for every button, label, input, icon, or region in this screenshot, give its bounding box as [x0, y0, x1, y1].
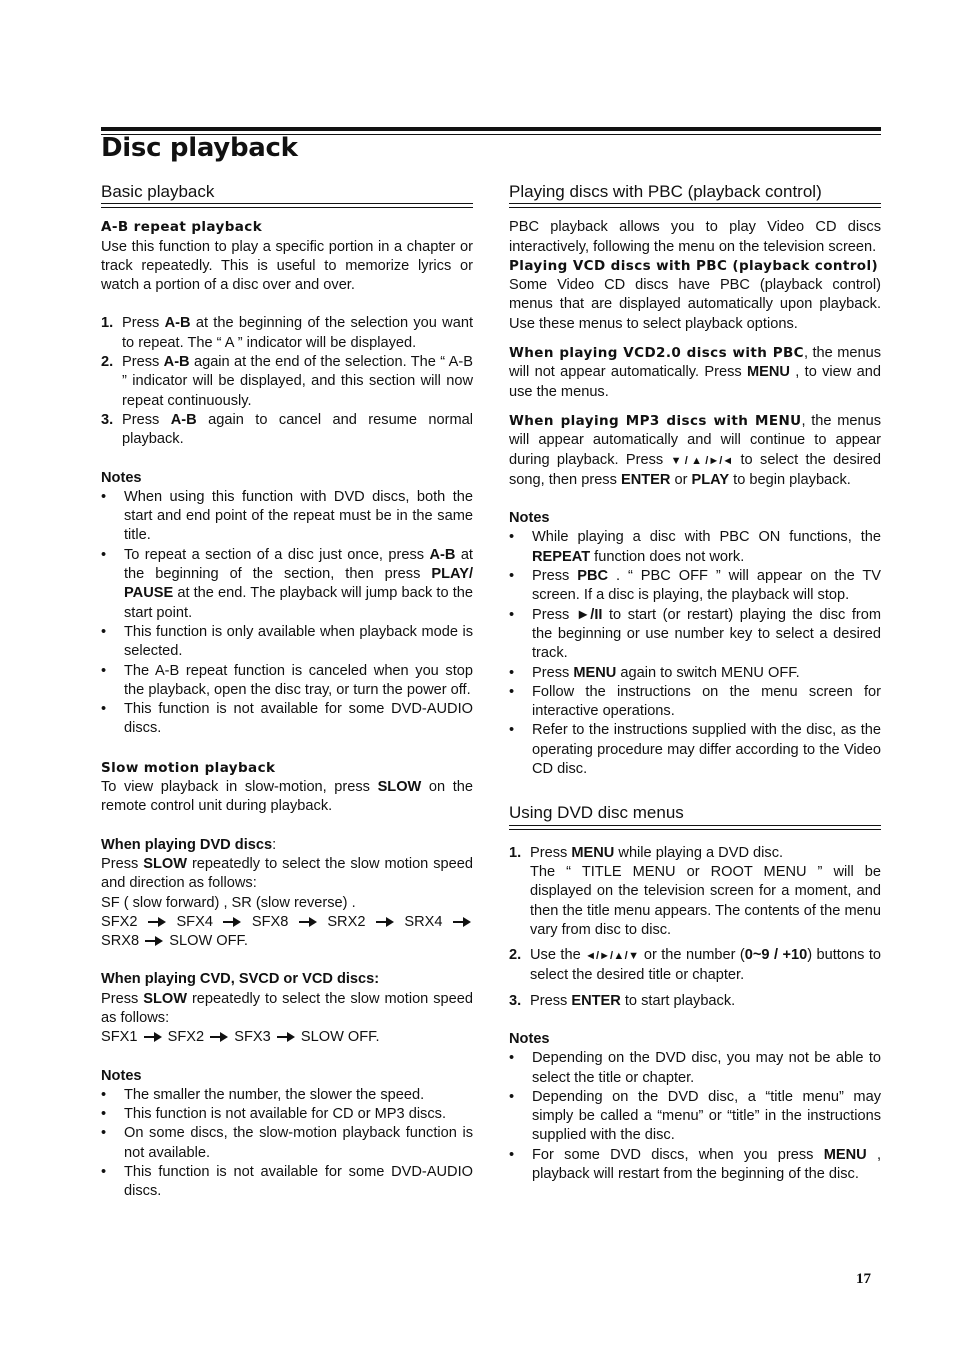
slow-note: • On some discs, the slow-motion playback function is not available.: [101, 1125, 473, 1161]
page-number: 17: [856, 1271, 871, 1287]
right-arrow-icon: [210, 1032, 228, 1042]
right-arrow-icon: [145, 936, 163, 946]
title-rule-thick: [101, 127, 881, 131]
pbc-intro: PBC playback allows you to play Video CD discs interactively, following the menu on the television screen.: [509, 219, 881, 255]
section-title-dvd-menus: Using DVD disc menus: [509, 803, 881, 825]
pbc-note: • Press MENU again to switch MENU OFF.: [509, 664, 800, 681]
dvd-step: 3. Press ENTER to start playback.: [509, 992, 736, 1009]
slow-motion-heading: Slow motion playback: [101, 759, 276, 776]
slow-vcd-heading: When playing CVD, SVCD or VCD discs:: [101, 971, 380, 988]
right-arrow-icon: [299, 917, 317, 927]
pbc-note: • While playing a disc with PBC ON functions, the REPEAT function does not work.: [509, 529, 881, 565]
section-title-basic-playback: Basic playback: [101, 182, 473, 204]
slow-dvd-text: Press SLOW repeatedly to select the slow motion speed and direction as follows:: [101, 855, 473, 892]
pbc-sub-text: Some Video CD discs have PBC (playback control) menus that are displayed automatically upon playback. Use these menus to select playback options.: [509, 277, 881, 332]
pbc-note: • Refer to the instructions supplied with the disc, as the operating procedure may differ according to the Video CD disc.: [509, 722, 881, 778]
ab-note: • This function is not available for some DVD-AUDIO discs.: [101, 701, 473, 737]
ab-notes-label: Notes: [101, 469, 142, 486]
ab-intro: Use this function to play a specific portion in a chapter or track repeatedly. This is useful to memorize lyrics or watch a portion of a disc over and over.: [101, 238, 473, 294]
slow-notes-list: [101, 1086, 473, 1202]
direction-keys-icon: ◄/►/▲/▼: [585, 950, 640, 963]
right-arrow-icon: [144, 1032, 162, 1042]
pbc-sub-heading: Playing VCD discs with PBC (playback control): [509, 257, 879, 274]
ab-steps-list: [101, 314, 473, 449]
page-title: Disc playback: [101, 133, 298, 163]
right-arrow-icon: [223, 917, 241, 927]
right-arrow-icon: [453, 917, 471, 927]
direction-keys-icon: ▼/▲/►/◄: [670, 454, 734, 467]
pbc-note: • Press PBC . “ PBC OFF ” will appear on the TV screen. If a disc is playing, the playback will stop.: [509, 568, 882, 604]
pbc-notes-label: Notes: [509, 510, 550, 527]
slow-dvd-heading: When playing DVD discs:: [101, 836, 277, 853]
slow-intro: To view playback in slow-motion, press SLOW on the remote control unit during playback.: [101, 779, 473, 815]
right-column: [509, 182, 881, 1184]
right-arrow-icon: [148, 917, 166, 927]
ab-note: • To repeat a section of a disc just once, press A-B at the beginning of the section, then press PLAY/ PAUSE at the end. The playback will jump back to the start point.: [101, 546, 473, 621]
right-arrow-icon: [376, 917, 394, 927]
slow-dvd-legend: SF ( slow forward) , SR (slow reverse) .: [101, 894, 356, 911]
slow-dvd-sequence: [101, 913, 473, 952]
slow-vcd-text: Press SLOW repeatedly to select the slow motion speed as follows:: [101, 990, 473, 1026]
ab-step: 3. Press A-B again to cancel and resume normal playback.: [101, 411, 474, 448]
right-arrow-icon: [277, 1032, 295, 1042]
pbc-mp3-paragraph: When playing MP3 discs with MENU, the menus will appear automatically and will continue to appear during playback. Press ▼/▲/►/◄ to select the desired song, then press ENTER or PLAY to begin playback.: [509, 412, 882, 488]
ab-note: • This function is only available when playback mode is selected.: [101, 623, 473, 660]
dvd-step: 2. Use the ◄/►/▲/▼ or the number (0~9 / +10) buttons to select the desired title or chapter.: [509, 947, 882, 984]
ab-repeat-heading: A-B repeat playback: [101, 219, 263, 236]
dvd-note: • Depending on the DVD disc, a “title menu” may simply be called a “menu” or “title” in the instructions supplied with the disc.: [509, 1088, 881, 1144]
speed-step: SFX2: [167, 1029, 205, 1046]
ab-notes-list: [101, 488, 473, 739]
dvd-notes-list: [509, 1049, 881, 1184]
left-column: [101, 182, 473, 1202]
dvd-note: • Depending on the DVD disc, you may not be able to select the title or chapter.: [509, 1050, 881, 1086]
speed-step: SFX3: [234, 1029, 271, 1046]
slow-note: • This function is not available for some DVD-AUDIO discs.: [101, 1164, 473, 1200]
ab-note: • When using this function with DVD discs, both the start and end point of the repeat must be in the same title.: [101, 488, 473, 544]
dvd-step: 1. Press MENU while playing a DVD disc. The “ TITLE MENU or ROOT MENU ” will be displayed on the television screen for a moment, and then the title menu appears. The contents of the menu vary from disc to disc.: [509, 844, 881, 938]
pbc-note: • Press ►/II to start (or restart) playing the disc from the beginning or use number key to select a desired track.: [509, 606, 882, 662]
slow-vcd-sequence: [101, 1028, 473, 1047]
speed-step: SFX8: [251, 913, 289, 930]
pbc-note: • Follow the instructions on the menu screen for interactive operations.: [509, 683, 881, 720]
speed-step: SRX8: [101, 933, 140, 950]
pbc-notes-list: [509, 528, 881, 779]
ab-step: 2. Press A-B again at the end of the selection. The “ A-B ” indicator will be displayed, and this section will now repeat continuously.: [101, 354, 473, 409]
dvd-note: • For some DVD discs, when you press MENU , playback will restart from the beginning of the disc.: [509, 1146, 881, 1183]
pbc-vcd2-paragraph: When playing VCD2.0 discs with PBC, the menus will not appear automatically. Press MENU , to view and use the menus.: [509, 345, 881, 400]
ab-step: 1. Press A-B at the beginning of the selection you want to repeat. The “ A ” indicator will be displayed.: [101, 315, 474, 351]
speed-step: SFX4: [176, 913, 213, 930]
dvd-steps-list: [509, 844, 881, 1011]
speed-step: SLOW OFF.: [300, 1029, 380, 1046]
slow-note: • The smaller the number, the slower the speed.: [101, 1086, 425, 1103]
speed-step: SFX1: [101, 1029, 138, 1046]
ab-note: • The A-B repeat function is canceled when you stop the playback, open the disc tray, or turn the power off.: [101, 662, 473, 698]
dvd-notes-label: Notes: [509, 1030, 550, 1047]
speed-step: SFX2: [101, 913, 138, 930]
slow-note: • This function is not available for CD or MP3 discs.: [101, 1106, 447, 1123]
slow-notes-label: Notes: [101, 1067, 142, 1084]
speed-step: SLOW OFF.: [169, 933, 248, 950]
speed-step: SRX2: [327, 913, 366, 930]
section-title-pbc: Playing discs with PBC (playback control): [509, 182, 881, 204]
speed-step: SRX4: [404, 913, 443, 930]
